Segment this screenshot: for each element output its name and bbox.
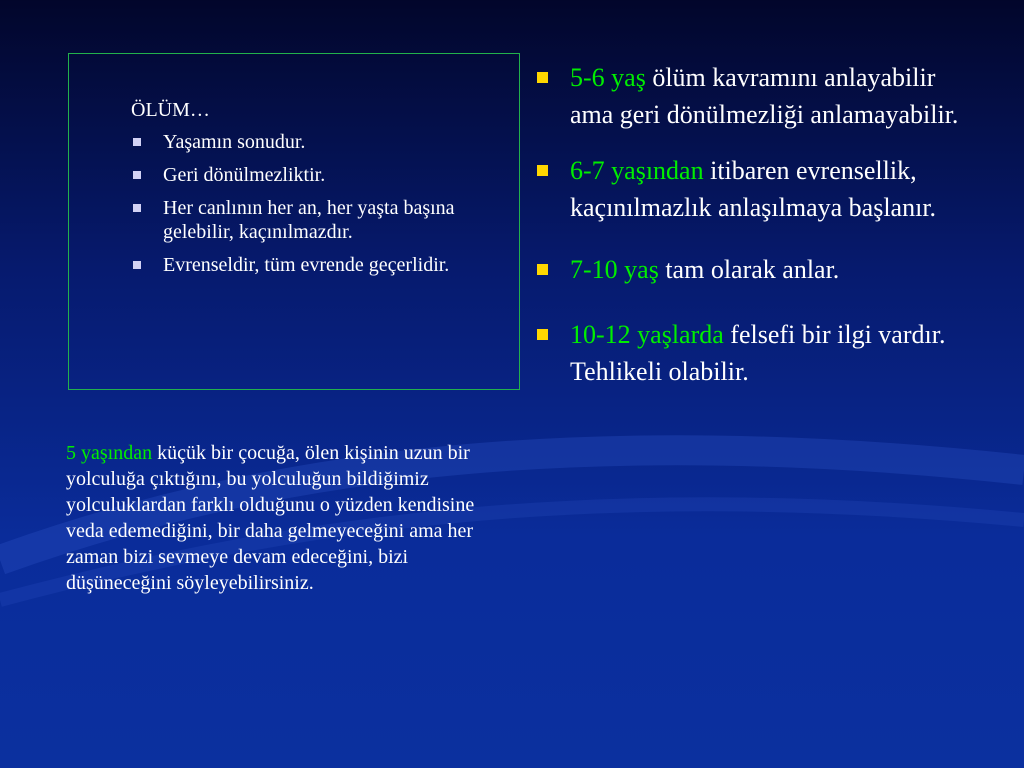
list-item: Yaşamın sonudur. bbox=[131, 130, 501, 154]
age-highlight: 6-7 yaşından bbox=[570, 156, 704, 185]
square-bullet-icon bbox=[133, 204, 141, 212]
bottom-paragraph bbox=[66, 440, 514, 596]
square-bullet-icon bbox=[537, 165, 548, 176]
list-item: 6-7 yaşından itibaren evrensellik, kaçınılmazlık anlaşılmaya başlanır. bbox=[535, 152, 985, 226]
paragraph-text: küçük bir çocuğa, ölen kişinin uzun bir yolculuğa çıktığını, bu yolculuğun bildiğimiz yolculuklardan farklı olduğunu o yüzden kendisine veda edemediğini, bir daha gelmeyeceğini ama her zaman bizi sevmeye devam edeceğini, bizi düşüneceğini söyleyebilirsiniz. bbox=[66, 442, 475, 594]
square-bullet-icon bbox=[133, 171, 141, 179]
age-highlight: 5-6 yaş bbox=[570, 63, 646, 92]
age-highlight: 7-10 yaş bbox=[570, 255, 659, 284]
box-heading: ÖLÜM… bbox=[131, 99, 210, 121]
square-bullet-icon bbox=[537, 264, 548, 275]
square-bullet-icon bbox=[133, 261, 141, 269]
list-item: Her canlının her an, her yaşta başına gelebilir, kaçınılmazdır. bbox=[131, 196, 501, 244]
left-text-box bbox=[68, 53, 520, 390]
list-item: 5-6 yaş ölüm kavramını anlayabilir ama geri dönülmezliği anlamayabilir. bbox=[535, 59, 985, 133]
square-bullet-icon bbox=[133, 138, 141, 146]
age-highlight: 5 yaşından bbox=[66, 442, 153, 464]
age-highlight: 10-12 yaşlarda bbox=[570, 320, 724, 349]
list-item: 10-12 yaşlarda felsefi bir ilgi vardır. Tehlikeli olabilir. bbox=[535, 316, 985, 390]
list-item: 7-10 yaş tam olarak anlar. bbox=[535, 251, 985, 288]
square-bullet-icon bbox=[537, 329, 548, 340]
right-bullet-list bbox=[535, 59, 985, 390]
list-item: Geri dönülmezliktir. bbox=[131, 163, 501, 187]
list-item: Evrenseldir, tüm evrende geçerlidir. bbox=[131, 253, 501, 277]
square-bullet-icon bbox=[537, 72, 548, 83]
box-bullet-list bbox=[131, 130, 501, 286]
